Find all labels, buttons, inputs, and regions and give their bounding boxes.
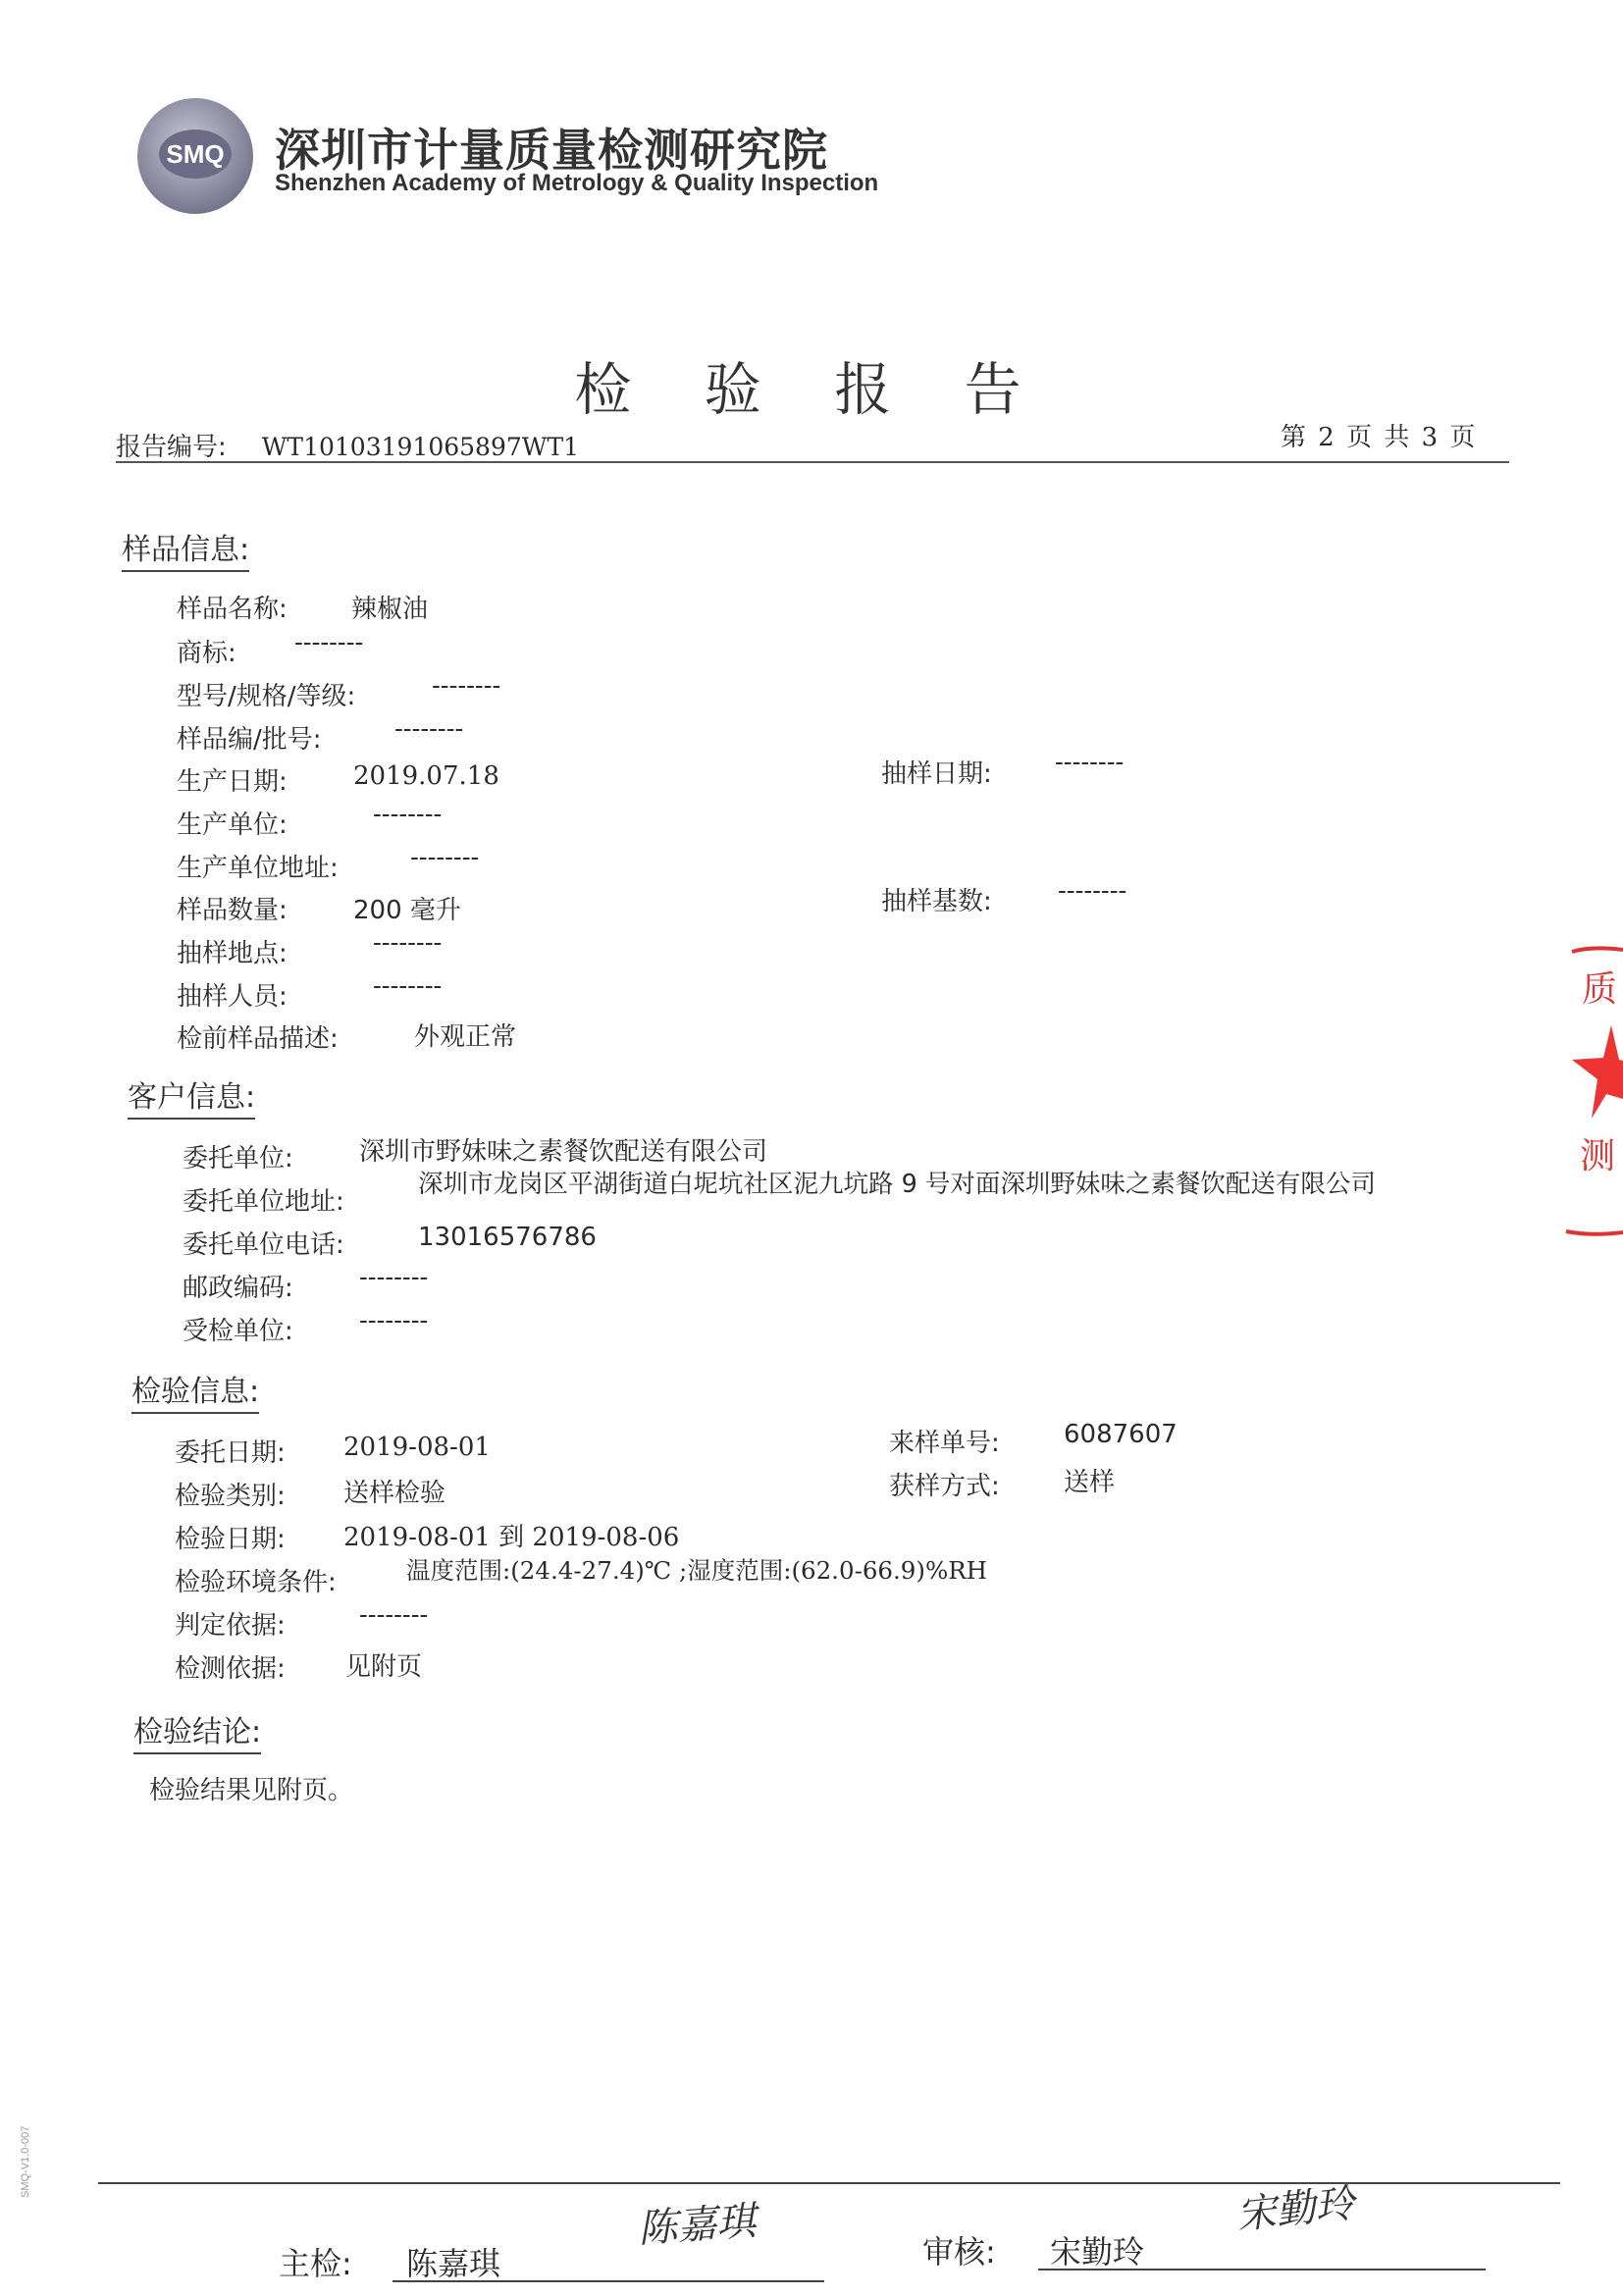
sample-order-value: 6087607: [1064, 1420, 1178, 1449]
production-date-value: 2019.07.18: [353, 761, 499, 791]
inspector-label: 主检:: [279, 2245, 352, 2282]
judgment-basis-value: --------: [359, 1600, 429, 1630]
sample-quantity-value: 200 毫升: [353, 896, 461, 925]
org-name-cn: 深圳市计量质量检测研究院: [275, 124, 828, 177]
svg-text:质: 质: [1582, 969, 1618, 1010]
inspection-date-value: 2019-08-01 到 2019-08-06: [343, 1523, 680, 1552]
sample-name-value: 辣椒油: [351, 595, 429, 624]
producer-address-value: --------: [410, 843, 480, 872]
reviewer-signature: 宋勤玲: [1234, 2180, 1357, 2239]
sample-description-label: 检前样品描述:: [177, 1024, 339, 1054]
environment-value: 温度范围:(24.4-27.4)℃ ;湿度范围:(62.0-66.9)%RH: [406, 1556, 988, 1585]
sampling-base-value: --------: [1058, 876, 1127, 906]
sampling-base-label: 抽样基数:: [881, 887, 992, 916]
inspection-type-label: 检验类别:: [175, 1482, 286, 1511]
official-stamp-fragment: [1562, 932, 1623, 1246]
client-address-value: 深圳市龙岗区平湖街道白坭坑社区泥九坑路 9 号对面深圳野妹味之素餐饮配送有限公司: [418, 1170, 1376, 1199]
batch-no-label: 样品编/批号:: [177, 725, 322, 755]
sampling-person-label: 抽样人员:: [177, 982, 288, 1012]
trademark-label: 商标:: [177, 639, 236, 668]
form-code: SMQ-V1.0-007: [20, 2125, 31, 2198]
section-client-heading: 客户信息:: [128, 1072, 255, 1120]
client-phone-label: 委托单位电话:: [183, 1230, 344, 1260]
producer-label: 生产单位:: [177, 810, 288, 840]
section-sample-heading: 样品信息:: [122, 525, 249, 572]
client-name-label: 委托单位:: [183, 1144, 293, 1174]
report-number-label: 报告编号:: [116, 433, 227, 462]
client-phone-value: 13016576786: [418, 1223, 597, 1252]
inspected-unit-label: 受检单位:: [183, 1317, 293, 1346]
sample-method-value: 送样: [1064, 1468, 1116, 1497]
reviewer-line: [1038, 2269, 1486, 2270]
client-address-label: 委托单位地址:: [183, 1187, 344, 1217]
header-divider: [116, 461, 1509, 463]
commission-date-label: 委托日期:: [175, 1438, 286, 1468]
section-conclusion-heading: 检验结论:: [133, 1707, 261, 1754]
producer-address-label: 生产单位地址:: [177, 854, 339, 883]
page-info: 第 2 页 共 3 页: [1281, 423, 1478, 452]
sampling-date-value: --------: [1055, 748, 1125, 777]
section-inspection-heading: 检验信息:: [131, 1367, 259, 1414]
model-spec-label: 型号/规格/等级:: [177, 682, 356, 711]
report-number: [116, 427, 579, 463]
sample-quantity-label: 样品数量:: [177, 896, 288, 925]
inspector-line: [393, 2280, 824, 2282]
sample-order-label: 来样单号:: [889, 1429, 1000, 1458]
svg-text:测: 测: [1580, 1136, 1616, 1176]
production-date-label: 生产日期:: [177, 767, 288, 797]
trademark-value: --------: [294, 628, 364, 657]
batch-no-value: --------: [394, 714, 464, 744]
org-name-en: Shenzhen Academy of Metrology & Quality Inspection: [275, 170, 879, 196]
inspected-unit-value: --------: [359, 1306, 429, 1335]
client-name-value: 深圳市野妹味之素餐饮配送有限公司: [359, 1137, 768, 1167]
sample-method-label: 获样方式:: [889, 1472, 1000, 1501]
commission-date-value: 2019-08-01: [343, 1433, 491, 1462]
test-basis-value: 见附页: [345, 1652, 423, 1682]
page-title: 检 验 报 告: [574, 356, 1049, 423]
model-spec-value: --------: [432, 671, 501, 701]
report-number-value: WT10103191065897WT1: [261, 433, 580, 461]
sampling-place-value: --------: [373, 928, 443, 958]
inspection-type-value: 送样检验: [343, 1479, 446, 1508]
inspector-signature: 陈嘉琪: [636, 2198, 758, 2253]
org-logo-text: SMQ: [159, 130, 232, 179]
sampling-date-label: 抽样日期:: [881, 759, 992, 789]
judgment-basis-label: 判定依据:: [175, 1611, 286, 1641]
test-basis-label: 检测依据:: [175, 1654, 286, 1684]
environment-label: 检验环境条件:: [175, 1568, 337, 1597]
sampling-person-value: --------: [373, 971, 443, 1001]
inspector-name: 陈嘉琪: [406, 2245, 501, 2282]
reviewer-label: 审核:: [922, 2233, 996, 2270]
postal-code-label: 邮政编码:: [183, 1274, 293, 1303]
conclusion-text: 检验结果见附页。: [149, 1776, 354, 1805]
sampling-place-label: 抽样地点:: [177, 939, 288, 968]
reviewer-name: 宋勤玲: [1050, 2233, 1145, 2270]
postal-code-value: --------: [359, 1263, 429, 1292]
sample-description-value: 外观正常: [414, 1022, 517, 1052]
inspection-date-label: 检验日期:: [175, 1525, 286, 1554]
sample-name-label: 样品名称:: [177, 595, 288, 624]
producer-value: --------: [373, 800, 443, 829]
